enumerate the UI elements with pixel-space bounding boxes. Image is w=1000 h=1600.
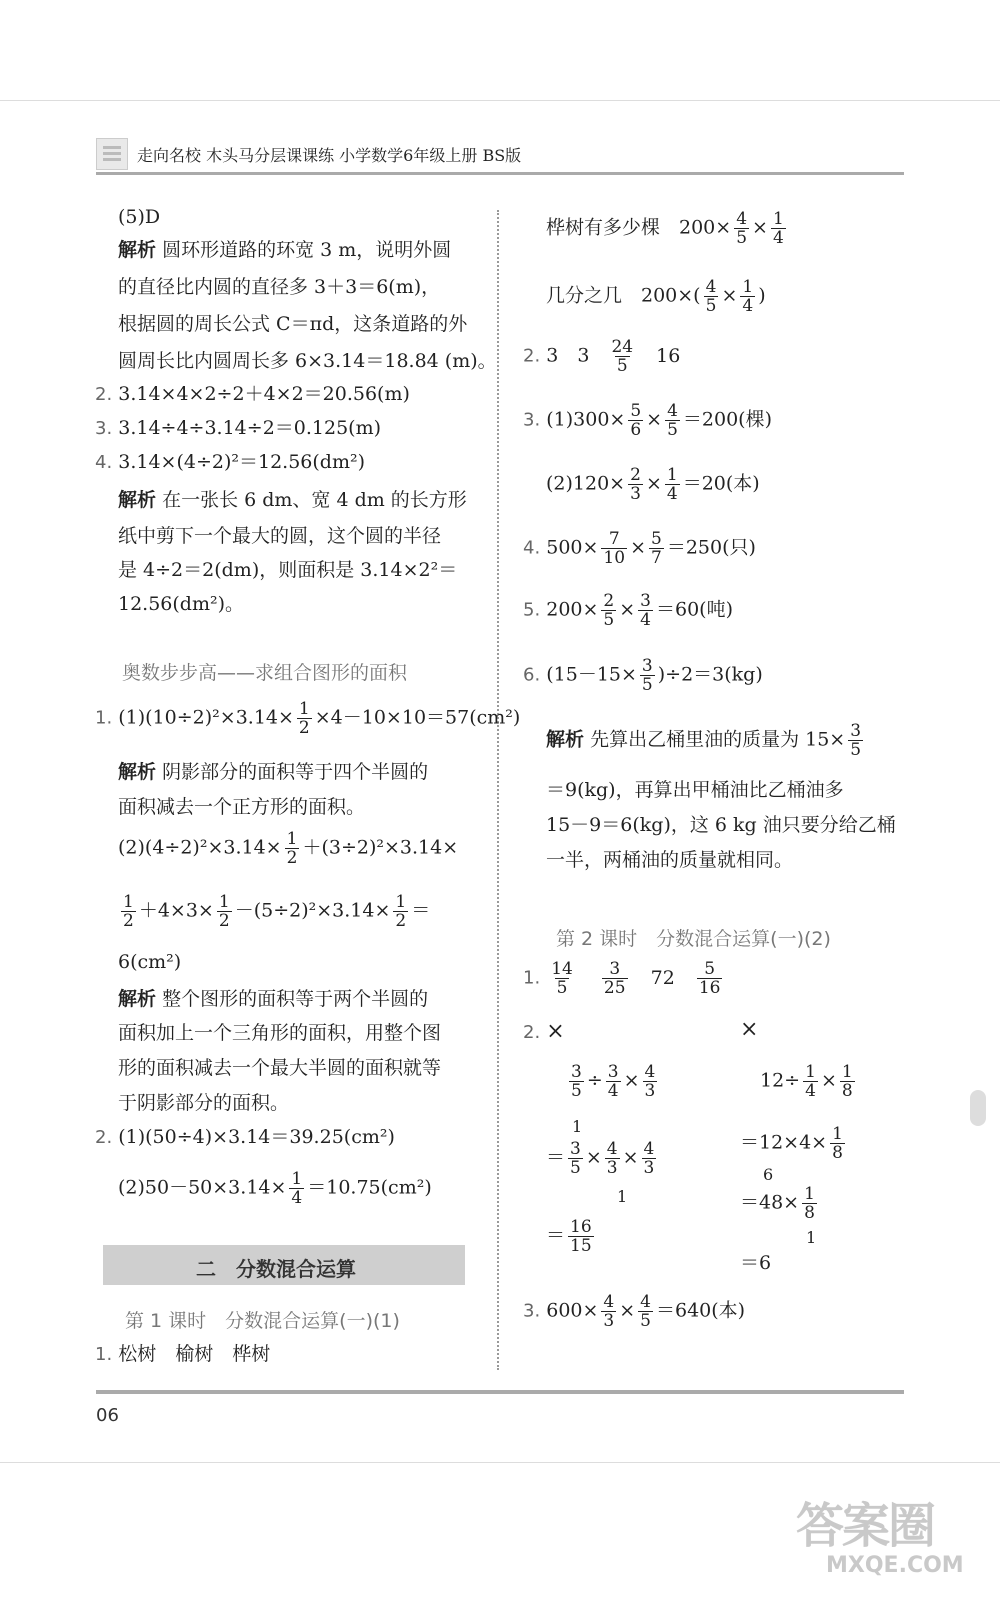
denominator: 16: [698, 978, 721, 998]
numerator: 4: [705, 277, 717, 297]
footer-rule: [96, 1390, 904, 1394]
denominator: 5: [556, 978, 568, 998]
fraction: [642, 1140, 657, 1177]
denominator: 4: [742, 296, 754, 316]
calc-b-line-3: [740, 1185, 820, 1222]
denominator: 3: [643, 1158, 655, 1178]
olympiad-q2: [95, 1125, 395, 1150]
olympiad-q1-2-line-2: [118, 893, 430, 930]
formula-part: ＝10.75(cm²): [307, 1176, 432, 1199]
fraction: [297, 700, 312, 737]
question-text: 松树 榆树 桦树: [118, 1343, 271, 1365]
right-q6-analysis-line-4: 一半，两桶油的质量就相同。: [546, 849, 794, 871]
denominator: 4: [666, 484, 678, 504]
cancel-note-top: 1: [572, 1117, 583, 1136]
lesson-2-q3: [523, 1293, 745, 1330]
formula-part: ＝250(只): [666, 536, 756, 559]
denominator: 5: [736, 228, 748, 248]
denominator: 2: [218, 911, 230, 931]
fraction: [628, 466, 643, 503]
formula-part: ＋(3÷2)²×3.14×: [302, 836, 459, 859]
denominator: 3: [644, 1081, 656, 1101]
denominator: 5: [705, 296, 717, 316]
analysis-label: 解析: [546, 728, 585, 751]
lesson-2-q2: [523, 1020, 565, 1045]
calc-a-line-2: [546, 1140, 659, 1177]
fraction: [606, 1063, 621, 1100]
denominator: 10: [603, 548, 626, 568]
analysis-text: 阴影部分的面积等于四个半圆的: [162, 761, 429, 783]
formula-part: (2)50－50×3.14×: [118, 1176, 287, 1199]
formula-part: 12÷: [760, 1069, 801, 1092]
denominator: 2: [395, 911, 407, 931]
cancel-note-top-b: 6: [763, 1165, 774, 1184]
question-number: 3.: [523, 409, 541, 431]
denominator: 5: [603, 610, 615, 630]
numerator: 5: [630, 401, 642, 421]
question-4: [95, 450, 365, 475]
q5-analysis-line-1: [118, 238, 451, 262]
numerator: 3: [850, 721, 862, 741]
olympiad-q1-2-analysis-line-4: 于阴影部分的面积。: [118, 1092, 290, 1114]
formula-part: ×4－10×10＝57(cm²): [314, 706, 521, 729]
formula-part: 200×: [546, 598, 599, 621]
formula-part: ＝: [411, 899, 431, 922]
denominator: 5: [641, 675, 653, 695]
q4-analysis-line-2: 纸中剪下一个最大的圆，这个圆的半径: [118, 525, 442, 547]
fraction: [638, 592, 653, 629]
denominator: 5: [571, 1081, 582, 1101]
numerator: 2: [630, 465, 641, 485]
question-number: 3.: [523, 1300, 541, 1322]
olympiad-q1-2-analysis-line-3: 形的面积减去一个最大半圆的面积就等: [118, 1057, 442, 1079]
formula-part: ×: [646, 408, 663, 431]
analysis-text: 整个图形的面积等于两个半圆的: [162, 988, 429, 1010]
fraction: [393, 893, 408, 930]
denominator: 4: [772, 228, 784, 248]
page-number: 06: [96, 1405, 119, 1426]
fraction: [734, 210, 749, 247]
formula-part: 桦树有多少棵 200×: [546, 216, 732, 239]
olympiad-q2-2: [118, 1170, 432, 1207]
operator: ×: [585, 1146, 602, 1169]
right-q6-analysis-line-1: [546, 722, 866, 759]
header-rule: [96, 172, 904, 175]
fraction: [704, 278, 719, 315]
fraction: [568, 1218, 594, 1255]
fraction: [665, 402, 680, 439]
header-logo-icon: [96, 138, 128, 170]
wrong-mark-2: ×: [740, 1017, 759, 1042]
calc-b-line-2: [740, 1125, 848, 1162]
fraction: [601, 1293, 616, 1330]
analysis-label: 解析: [118, 988, 157, 1010]
numerator: 14: [551, 959, 573, 979]
numerator: 1: [291, 1169, 303, 1189]
denominator: 8: [804, 1203, 815, 1223]
fraction: [289, 1170, 304, 1207]
wrong-mark: ×: [546, 1019, 565, 1044]
fraction: [803, 1063, 818, 1100]
analysis-label: 解析: [118, 489, 157, 511]
denominator: 2: [123, 911, 134, 931]
formula-part: ＝12×4×: [740, 1131, 828, 1154]
fraction: [121, 893, 136, 930]
formula-part: ×: [645, 472, 662, 495]
right-q4: [523, 530, 756, 567]
fraction: [640, 657, 655, 694]
olympiad-q1-analysis-line-2: 面积减去一个正方形的面积。: [118, 796, 366, 818]
olympiad-q1-2-analysis-line-2: 面积加上一个三角形的面积，用整个图: [118, 1022, 442, 1044]
question-text: (1)(50÷4)×3.14＝39.25(cm²): [118, 1126, 395, 1148]
fraction: [771, 210, 786, 247]
analysis-label: 解析: [118, 239, 157, 261]
fraction: [697, 960, 723, 997]
analysis-text: 先算出乙桶里油的质量为 15×: [590, 728, 846, 751]
olympiad-q1: [95, 700, 520, 737]
formula-part: ＝200(棵): [682, 408, 773, 431]
formula-part: ＋4×3×: [138, 899, 214, 922]
formula-part: (2)120×: [546, 472, 626, 495]
calc-b-line-1: [760, 1063, 858, 1100]
question-number: 3.: [95, 418, 113, 439]
formula-part: ＝60(吨): [656, 598, 734, 621]
numerator: 4: [640, 1292, 651, 1312]
operator: ＝: [546, 1224, 566, 1247]
question-number: 4.: [95, 452, 113, 473]
right-q3: [523, 402, 772, 439]
fraction: [568, 1140, 583, 1177]
numerator: 3: [607, 1062, 619, 1082]
formula-part: ×: [619, 1299, 636, 1322]
olympiad-q1-analysis-line-1: [118, 760, 428, 784]
fraction: [628, 402, 643, 439]
watermark-text: 答案圈: [796, 1498, 935, 1554]
denominator: 25: [603, 978, 626, 998]
operator: ×: [820, 1069, 837, 1092]
formula-part: (2)(4÷2)²×3.14×: [118, 836, 282, 859]
q5-analysis-line-3: 根据圆的周长公式 C＝πd，这条道路的外: [118, 313, 468, 335]
fraction: [848, 722, 863, 759]
watermark-url: MXQE.COM: [826, 1553, 964, 1578]
denominator: 15: [570, 1236, 592, 1256]
operator: ＝: [546, 1146, 566, 1169]
formula-part: ×: [630, 536, 646, 559]
olympiad-q1-2-result: 6(cm²): [118, 951, 182, 973]
bottom-edge-line: [0, 1462, 1000, 1463]
right-line-fraction-of: [546, 278, 766, 315]
numerator: 1: [805, 1062, 816, 1082]
formula-part: ＝20(本): [682, 472, 760, 495]
numerator: 1: [298, 699, 310, 719]
fraction: [601, 592, 616, 629]
right-q6: [523, 657, 763, 694]
fraction: [605, 1140, 620, 1177]
operator: ÷: [586, 1069, 603, 1092]
calc-a-line-1: [566, 1063, 660, 1100]
formula-part: ＝640(本): [656, 1299, 746, 1322]
formula-part: 几分之几 200×(: [546, 284, 701, 307]
formula-part: ): [758, 284, 766, 307]
question-3: [95, 416, 381, 441]
question-number: 2.: [95, 1127, 113, 1148]
formula-part: ＝48×: [740, 1191, 800, 1214]
numerator: 1: [772, 209, 784, 229]
denominator: 4: [640, 610, 651, 630]
calc-b-line-4: ＝6: [740, 1252, 772, 1274]
denominator: 8: [841, 1081, 853, 1101]
olympiad-q1-2-analysis-line-1: [118, 987, 428, 1011]
denominator: 5: [570, 1158, 581, 1178]
answer-text: 16: [656, 344, 681, 367]
numerator: 5: [650, 529, 662, 549]
fraction: [549, 960, 575, 997]
fraction: [217, 893, 232, 930]
calc-a-line-3: [546, 1218, 597, 1255]
fraction: [665, 466, 680, 503]
answer-text: 72: [650, 966, 675, 989]
numerator: 1: [804, 1184, 815, 1204]
numerator: 2: [603, 591, 615, 611]
operator: ×: [623, 1069, 640, 1092]
formula-part: (1)300×: [546, 408, 626, 431]
numerator: 4: [644, 1062, 656, 1082]
question-number: 5.: [523, 599, 541, 621]
q5-analysis-line-4: 圆周长比内圆周长多 6×3.14＝18.84 (m)。: [118, 350, 497, 372]
denominator: 3: [630, 484, 641, 504]
fraction: [830, 1125, 845, 1162]
q5-analysis-line-2: 的直径比内圆的直径多 3＋3＝6(m)，: [118, 276, 441, 298]
fraction: [740, 278, 755, 315]
fraction: [649, 530, 664, 567]
fraction: [569, 1063, 584, 1100]
formula-part: 600×: [546, 1299, 599, 1322]
numerator: 3: [641, 656, 653, 676]
fraction: [609, 338, 635, 375]
right-q6-analysis-line-3: 15－9＝6(kg)，这 6 kg 油只要分给乙桶: [546, 814, 896, 836]
denominator: 3: [606, 1158, 618, 1178]
chapter-title: 二 分数混合运算: [196, 1257, 356, 1281]
question-text: 3.14÷4÷3.14÷2＝0.125(m): [118, 417, 382, 439]
denominator: 4: [805, 1081, 816, 1101]
answer-text: 3 3: [546, 344, 590, 367]
numerator: 1: [742, 277, 754, 297]
question-2: [95, 382, 410, 407]
question-number: 2.: [523, 345, 541, 367]
q4-analysis-text: 在一张长 6 dm、宽 4 dm 的长方形: [162, 489, 467, 511]
right-q2: [523, 338, 680, 375]
formula-part: (1)(10÷2)²×3.14×: [118, 706, 294, 729]
right-q6-analysis-line-2: ＝9(kg)，再算出甲桶油比乙桶油多: [546, 779, 844, 801]
right-line-birch-count: [546, 210, 789, 247]
numerator: 3: [640, 591, 651, 611]
fraction: [840, 1063, 855, 1100]
fraction: [602, 960, 628, 997]
cancel-note-bottom-b: 1: [806, 1228, 817, 1247]
numerator: 4: [667, 401, 678, 421]
question-text: 3.14×(4÷2)²＝12.56(dm²): [118, 451, 366, 473]
numerator: 4: [606, 1139, 618, 1159]
numerator: 1: [841, 1062, 853, 1082]
formula-part: 500×: [546, 536, 599, 559]
numerator: 1: [218, 892, 230, 912]
question-number: 4.: [523, 537, 541, 559]
numerator: 4: [736, 209, 748, 229]
denominator: 6: [630, 420, 642, 440]
lesson-1-q1: [95, 1342, 270, 1367]
question-number: 2.: [523, 1022, 541, 1043]
q5-answer: (5)D: [118, 206, 161, 228]
numerator: 3: [571, 1062, 582, 1082]
formula-part: ×: [752, 216, 768, 239]
denominator: 8: [832, 1143, 843, 1163]
numerator: 5: [704, 959, 716, 979]
denominator: 4: [291, 1188, 303, 1208]
denominator: 2: [298, 718, 310, 738]
right-q3-2: [546, 466, 760, 503]
lesson-2-q1: [523, 960, 725, 997]
numerator: 1: [286, 829, 298, 849]
denominator: 5: [616, 356, 628, 376]
right-q5: [523, 592, 733, 629]
numerator: 4: [603, 1292, 615, 1312]
cancel-note-bottom: 1: [617, 1187, 628, 1206]
fraction: [601, 530, 627, 567]
numerator: 7: [608, 529, 620, 549]
formula-part: －(5÷2)²×3.14×: [234, 899, 391, 922]
formula-part: )÷2＝3(kg): [657, 663, 763, 686]
top-edge-line: [0, 100, 1000, 101]
denominator: 7: [650, 548, 662, 568]
question-text: 3.14×4×2÷2＋4×2＝20.56(m): [118, 383, 410, 405]
question-number: 2.: [95, 384, 113, 405]
formula-part: (15－15×: [546, 663, 637, 686]
page-edge-mark: [970, 1090, 986, 1126]
header-title: 走向名校 木头马分层课课练 小学数学6年级上册 BS版: [137, 146, 522, 165]
lesson-2-title: 第 2 课时 分数混合运算(一)(2): [556, 928, 831, 950]
question-number: 1.: [523, 967, 541, 989]
denominator: 4: [607, 1081, 619, 1101]
numerator: 1: [666, 465, 678, 485]
operator: ×: [622, 1146, 639, 1169]
q5-analysis-text: 圆环形道路的环宽 3 m，说明外圆: [162, 239, 452, 261]
question-number: 1.: [95, 1344, 113, 1365]
numerator: 24: [611, 337, 634, 357]
olympiad-section-title: 奥数步步高——求组合图形的面积: [122, 662, 408, 684]
numerator: 3: [609, 959, 621, 979]
question-number: 6.: [523, 664, 541, 686]
q4-analysis-line-4: 12.56(dm²)。: [118, 593, 245, 615]
denominator: 5: [640, 1311, 651, 1331]
fraction: [802, 1185, 817, 1222]
formula-part: ×: [721, 284, 738, 307]
q4-analysis-line-1: [118, 488, 467, 512]
numerator: 3: [570, 1139, 581, 1159]
column-divider: [497, 210, 499, 1370]
denominator: 5: [667, 420, 678, 440]
numerator: 1: [832, 1124, 843, 1144]
analysis-label: 解析: [118, 761, 157, 783]
fraction: [285, 830, 300, 867]
numerator: 1: [395, 892, 407, 912]
numerator: 1: [123, 892, 134, 912]
olympiad-q1-2-line-1: [118, 830, 458, 867]
question-number: 1.: [95, 707, 113, 729]
denominator: 5: [850, 740, 862, 760]
denominator: 2: [286, 848, 298, 868]
denominator: 3: [603, 1311, 615, 1331]
q4-analysis-line-3: 是 4÷2＝2(dm)，则面积是 3.14×2²＝: [118, 559, 458, 581]
fraction: [638, 1293, 653, 1330]
numerator: 4: [643, 1139, 655, 1159]
formula-part: ×: [619, 598, 636, 621]
lesson-1-title: 第 1 课时 分数混合运算(一)(1): [125, 1310, 400, 1332]
numerator: 16: [570, 1217, 592, 1237]
fraction: [643, 1063, 658, 1100]
